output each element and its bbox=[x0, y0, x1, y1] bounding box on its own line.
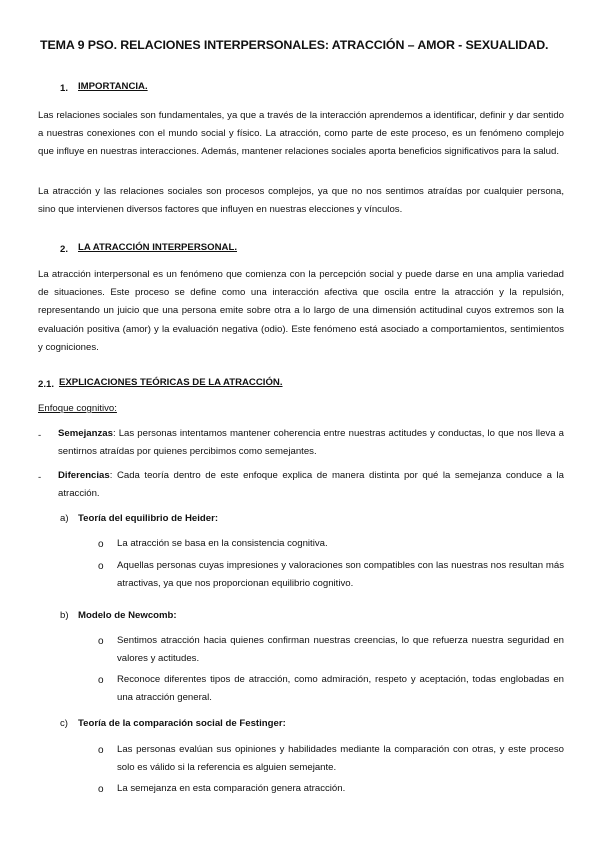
paragraph: La atracción interpersonal es un fenómeno que comienza con la percepción social y puede darse en una amplia variedad de situaciones. Este proceso se define como una interacción afectiva que oscila entre la atracción y la repulsión, representando un juicio que una persona emite sobre otra a lo largo de una dimensión actitudinal cuyos extremos son la evaluación positiva (amor) y la evaluación negativa (odio). Este fenómeno está asociado a comportamientos, sentimientos y cogniciones. bbox=[38, 269, 564, 353]
theory-name bbox=[78, 610, 177, 621]
bullet-icon: o bbox=[98, 539, 104, 550]
subsection-number: 2.1. bbox=[38, 379, 55, 390]
paragraph: La atracción y las relaciones sociales son procesos complejos, ya que no nos sentimos atraídas por cualquier persona, sino que intervienen diversos factores que influyen en nuestras elecciones y vínculos. bbox=[38, 186, 564, 216]
bullet-text: La atracción se basa en la consistencia cognitiva. bbox=[117, 538, 328, 549]
theory-name bbox=[78, 718, 286, 729]
bullet-icon: o bbox=[98, 636, 104, 647]
theory-name-text: Teoría de la comparación social de Festinger bbox=[78, 718, 283, 729]
list-item-label: Diferencias bbox=[58, 470, 110, 481]
bullet-icon: o bbox=[98, 745, 104, 756]
list-item bbox=[58, 425, 564, 461]
section-number: 2. bbox=[60, 244, 69, 255]
bullet-icon: o bbox=[98, 561, 104, 572]
bullet-text: Aquellas personas cuyas impresiones y valoraciones son compatibles con las nuestras nos resultan más atractivas, ya que nos proporcionan equilibrio cognitivo. bbox=[117, 560, 564, 590]
colon: : bbox=[214, 513, 219, 524]
bullet-text: Sentimos atracción hacia quienes confirman nuestras creencias, lo que refuerza nuestra seguridad en valores y actitudes. bbox=[117, 635, 564, 665]
colon: : bbox=[282, 718, 286, 729]
bullet-icon: o bbox=[98, 784, 104, 795]
bullet-text: Las personas evalúan sus opiniones y habilidades mediante la comparación con otras, y este proceso solo es válido si la referencia es alguien semejante. bbox=[117, 744, 564, 774]
paragraph: Las relaciones sociales son fundamentales, ya que a través de la interacción aprendemos a identificar, definir y dar sentido a nuestras conexiones con el mundo social y físico. La atracción, como parte de este proceso, es un fenómeno complejo que influye en nuestras interacciones. Además, mantener relaciones sociales aporta beneficios significativos para la salud. bbox=[38, 110, 564, 158]
list-item bbox=[58, 467, 564, 503]
theory-letter: a) bbox=[60, 513, 69, 524]
subsection-heading: EXPLICACIONES TEÓRICAS DE LA ATRACCIÓN. bbox=[59, 377, 283, 388]
enfoque-label: Enfoque cognitivo: bbox=[38, 403, 117, 414]
list-item-text: : Las personas intentamos mantener coherencia entre nuestras actitudes y conductas, lo que nos lleva a sentirnos atraídas por quienes percibimos como semejantes. bbox=[58, 428, 564, 458]
theory-letter: c) bbox=[60, 718, 68, 729]
list-item-text: : Cada teoría dentro de este enfoque explica de manera distinta por qué la semejanza conduce a la atracción. bbox=[58, 470, 564, 500]
bullet-text: Reconoce diferentes tipos de atracción, como admiración, respeto y aceptación, todas englobadas en una atracción general. bbox=[117, 674, 564, 704]
theory-letter: b) bbox=[60, 610, 69, 621]
dash-marker: - bbox=[38, 430, 42, 441]
theory-name bbox=[78, 513, 218, 524]
section-number: 1. bbox=[60, 83, 69, 94]
dash-marker: - bbox=[38, 472, 42, 483]
section-heading: IMPORTANCIA. bbox=[78, 81, 148, 92]
theory-name-text: Modelo de Newcomb bbox=[78, 610, 174, 621]
theory-name-text: Teoría del equilibrio de Heider bbox=[78, 513, 215, 524]
section-heading: LA ATRACCIÓN INTERPERSONAL. bbox=[78, 242, 238, 253]
bullet-text: La semejanza en esta comparación genera atracción. bbox=[117, 783, 346, 794]
list-item-label: Semejanzas bbox=[58, 428, 113, 439]
colon: : bbox=[173, 610, 177, 621]
bullet-icon: o bbox=[98, 675, 104, 686]
page-title: TEMA 9 PSO. RELACIONES INTERPERSONALES: ATRACCIÓN – AMOR - SEXUALIDAD. bbox=[40, 38, 549, 52]
